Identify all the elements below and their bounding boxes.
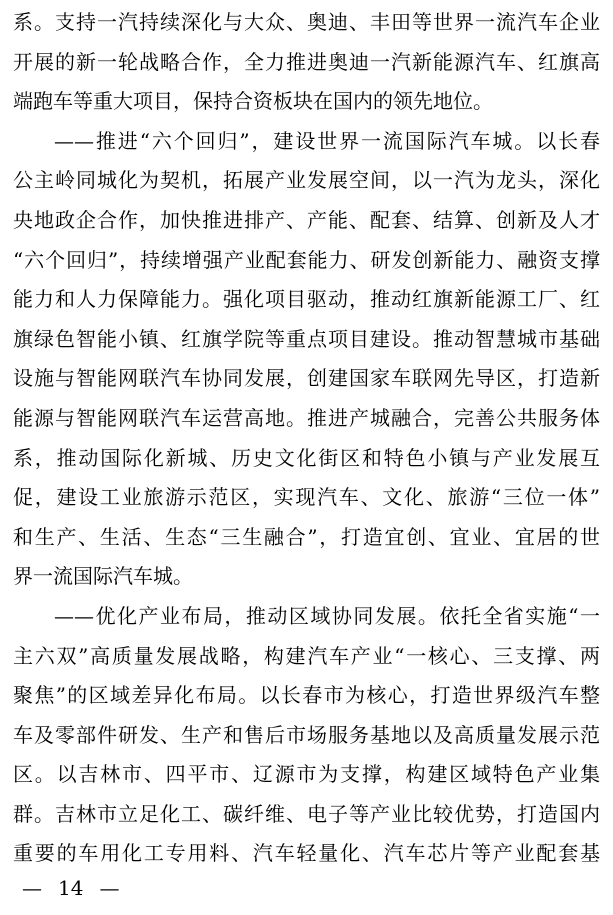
- text-line: “六个回归”，持续增强产业配套能力、研发创新能力、融资支撑: [13, 247, 600, 272]
- text-line: 开展的新一轮战略合作，全力推进奥迪一汽新能源汽车、红旗高: [13, 49, 600, 74]
- text-line: 车及零部件研发、生产和售后市场服务基地以及高质量发展示范: [13, 722, 600, 747]
- text-line: 和生产、生活、生态“三生融合”，打造宜创、宜业、宜居的世: [13, 524, 600, 549]
- paragraph-joint-venture-cooperation: [13, 3, 600, 122]
- footer-dash-left: —: [22, 876, 42, 900]
- text-line: 公主岭同城化为契机，拓展产业发展空间，以一汽为龙头，深化: [13, 168, 600, 193]
- text-line: 群。吉林市立足化工、碳纤维、电子等产业比较优势，打造国内: [13, 801, 600, 826]
- text-line: 央地政企合作，加快推进排产、产能、配套、结算、创新及人才: [13, 207, 600, 232]
- text-line: 主六双”高质量发展战略，构建汽车产业“一核心、三支撑、两: [13, 643, 600, 668]
- text-line: 能力和人力保障能力。强化项目驱动，推动红旗新能源工厂、红: [13, 287, 600, 312]
- text-line: 能源与智能网联汽车运营高地。推进产城融合，完善公共服务体: [13, 405, 600, 430]
- text-line: 促，建设工业旅游示范区，实现汽车、文化、旅游“三位一体”: [13, 485, 600, 510]
- text-line: 系，推动国际化新城、历史文化街区和特色小镇与产业发展互: [13, 445, 600, 470]
- text-line: 设施与智能网联汽车协同发展，创建国家车联网先导区，打造新: [13, 366, 600, 391]
- footer-page-number: 14: [58, 876, 84, 900]
- text-line: 聚焦”的区域差异化布局。以长春市为核心，打造世界级汽车整: [13, 683, 600, 708]
- page-footer: [22, 877, 119, 899]
- document-body: [13, 3, 600, 874]
- text-line: 重要的车用化工专用料、汽车轻量化、汽车芯片等产业配套基: [13, 841, 600, 866]
- text-line: ——推进“六个回归”，建设世界一流国际汽车城。以长春: [54, 128, 600, 153]
- text-line: 系。支持一汽持续深化与大众、奥迪、丰田等世界一流汽车企业: [13, 10, 600, 34]
- paragraph-six-returns-auto-city: [13, 122, 600, 597]
- paragraph-regional-industry-layout: [13, 597, 600, 874]
- text-line: 界一流国际汽车城。: [13, 564, 193, 589]
- text-line: 端跑车等重大项目，保持合资板块在国内的领先地位。: [13, 89, 493, 114]
- text-line: 区。以吉林市、四平市、辽源市为支撑，构建区域特色产业集: [13, 762, 600, 787]
- text-line: ——优化产业布局，推动区域协同发展。依托全省实施“一: [54, 603, 600, 628]
- text-line: 旗绿色智能小镇、红旗学院等重点项目建设。推动智慧城市基础: [13, 326, 600, 351]
- footer-dash-right: —: [99, 876, 120, 900]
